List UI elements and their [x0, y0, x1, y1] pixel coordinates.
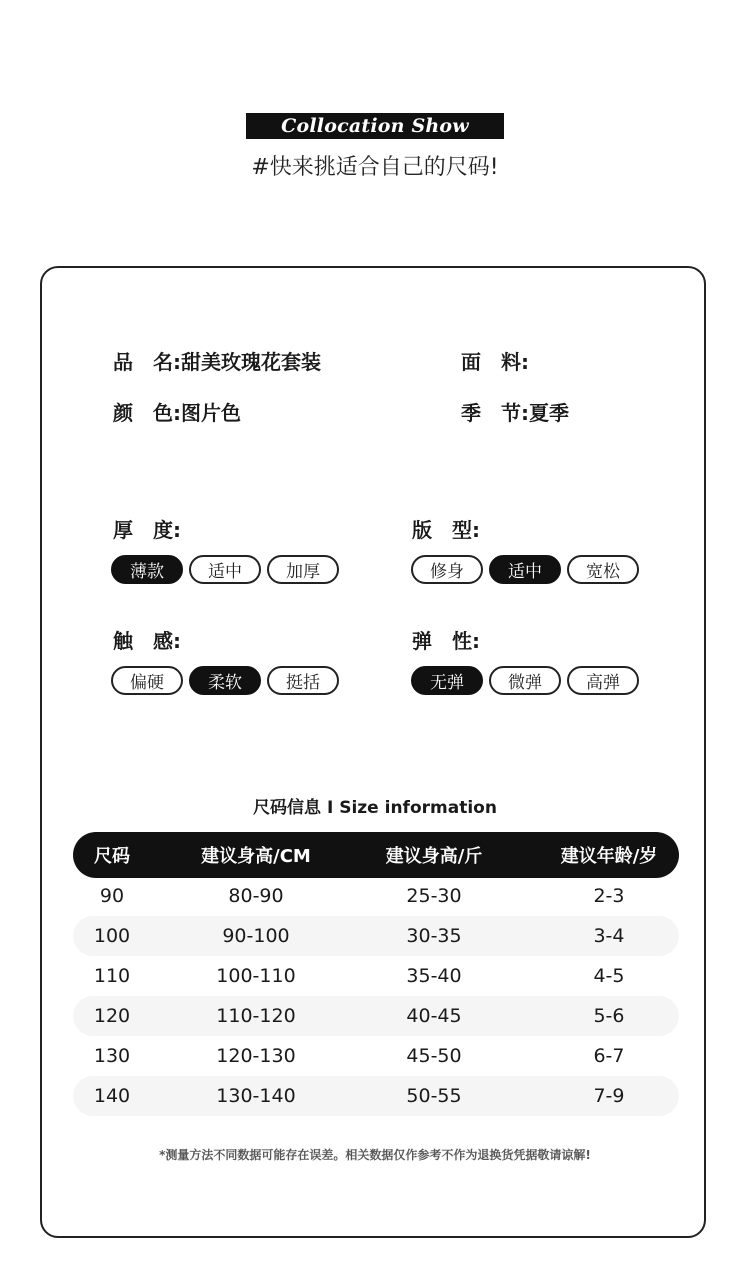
header-age: 建议年龄/岁	[560, 846, 658, 867]
product-name-value: 甜美玫瑰花套装	[181, 350, 321, 374]
cell-height-cm: 80-90	[228, 885, 284, 907]
size-table-title: 尺码信息 I Size information	[253, 798, 497, 818]
touch-title: 触 感:	[113, 629, 181, 653]
thickness-option[interactable]: 适中	[189, 555, 261, 584]
cell-weight-jin: 25-30	[406, 885, 462, 907]
product-name-row	[113, 346, 321, 375]
cell-size: 90	[99, 885, 125, 907]
elasticity-options	[411, 666, 639, 695]
cell-size: 130	[93, 1045, 131, 1067]
cell-height-cm: 130-140	[216, 1085, 296, 1107]
season-row	[461, 397, 569, 426]
elasticity-option[interactable]: 无弹	[411, 666, 483, 695]
cell-age: 6-7	[593, 1045, 625, 1067]
touch-option[interactable]: 挺括	[267, 666, 339, 695]
cell-age: 5-6	[593, 1005, 625, 1027]
table-row	[73, 956, 679, 996]
fit-option[interactable]: 宽松	[567, 555, 639, 584]
thickness-option[interactable]: 加厚	[267, 555, 339, 584]
color-row	[113, 397, 241, 426]
header-size: 尺码	[94, 846, 130, 867]
cell-height-cm: 100-110	[216, 965, 296, 987]
touch-options	[111, 666, 339, 695]
cell-weight-jin: 45-50	[406, 1045, 462, 1067]
cell-age: 4-5	[593, 965, 625, 987]
cell-height-cm: 90-100	[222, 925, 290, 947]
fabric-label: 面 料:	[461, 350, 529, 374]
elasticity-title: 弹 性:	[412, 629, 480, 653]
thickness-option[interactable]: 薄款	[111, 555, 183, 584]
thickness-title: 厚 度:	[113, 518, 181, 542]
cell-size: 140	[93, 1085, 131, 1107]
fit-title: 版 型:	[412, 518, 480, 542]
table-row	[73, 916, 679, 956]
cell-size: 120	[93, 1005, 131, 1027]
cell-weight-jin: 40-45	[406, 1005, 462, 1027]
color-value: 图片色	[181, 401, 241, 425]
subtitle: #快来挑适合自己的尺码!	[251, 155, 499, 180]
table-row	[73, 996, 679, 1036]
fit-options	[411, 555, 639, 584]
collocation-show-banner: Collocation Show	[246, 113, 504, 139]
cell-size: 110	[93, 965, 131, 987]
product-name-label: 品 名:	[113, 350, 181, 374]
cell-age: 2-3	[593, 885, 625, 907]
fabric-row	[461, 346, 529, 375]
size-table-header	[73, 832, 679, 878]
thickness-options	[111, 555, 339, 584]
cell-height-cm: 110-120	[216, 1005, 296, 1027]
disclaimer-note: *测量方法不同数据可能存在误差。相关数据仅作参考不作为退换货凭据敬请谅解!	[159, 1148, 591, 1162]
cell-size: 100	[93, 925, 131, 947]
cell-height-cm: 120-130	[216, 1045, 296, 1067]
season-value: 夏季	[529, 401, 569, 425]
header-height-cm: 建议身高/CM	[201, 846, 311, 867]
color-label: 颜 色:	[113, 401, 181, 425]
header-weight-jin: 建议身高/斤	[385, 846, 483, 867]
season-label: 季 节:	[461, 401, 529, 425]
cell-weight-jin: 30-35	[406, 925, 462, 947]
cell-weight-jin: 50-55	[406, 1085, 462, 1107]
table-row	[73, 1036, 679, 1076]
fit-option[interactable]: 适中	[489, 555, 561, 584]
cell-weight-jin: 35-40	[406, 965, 462, 987]
table-row	[73, 876, 679, 916]
elasticity-option[interactable]: 高弹	[567, 666, 639, 695]
table-row	[73, 1076, 679, 1116]
cell-age: 3-4	[593, 925, 625, 947]
touch-option[interactable]: 柔软	[189, 666, 261, 695]
fit-option[interactable]: 修身	[411, 555, 483, 584]
cell-age: 7-9	[593, 1085, 625, 1107]
touch-option[interactable]: 偏硬	[111, 666, 183, 695]
elasticity-option[interactable]: 微弹	[489, 666, 561, 695]
